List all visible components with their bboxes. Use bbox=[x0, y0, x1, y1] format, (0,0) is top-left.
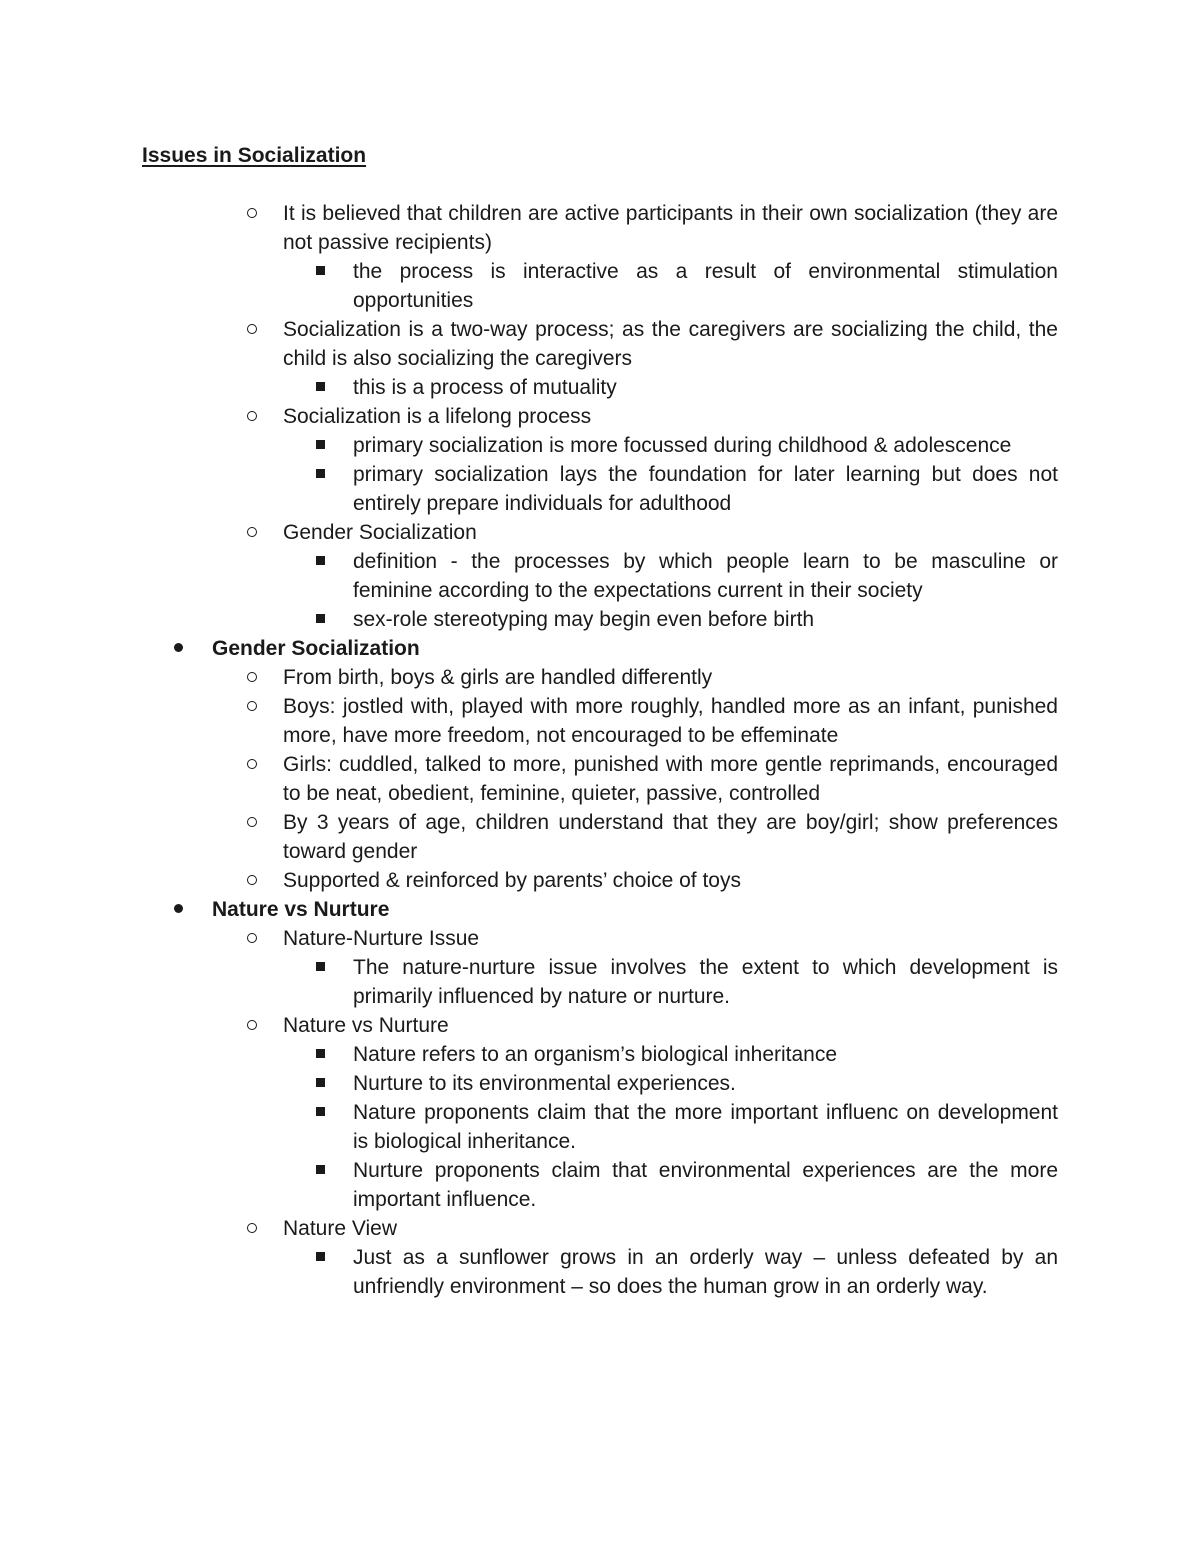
bullet-square-icon bbox=[316, 547, 325, 576]
sub-list-item bbox=[353, 953, 1058, 1011]
list-item-text: Socialization is a lifelong process bbox=[283, 405, 592, 428]
list-item bbox=[283, 924, 1058, 953]
list-item-text: Nature proponents claim that the more important influenc on development is biological inheritance. bbox=[353, 1101, 1058, 1153]
list-item-text: sex-role stereotyping may begin even before birth bbox=[353, 608, 815, 631]
bullet-square-icon bbox=[316, 431, 325, 460]
list-item bbox=[283, 1011, 1058, 1040]
list-item bbox=[283, 518, 1058, 547]
bullet-circle-icon bbox=[247, 924, 257, 953]
list-item-text: The nature-nurture issue involves the extent to which development is primarily influenced by nature or nurture. bbox=[353, 956, 1058, 1008]
sub-list-item bbox=[353, 460, 1058, 518]
list-item-text: Nature-Nurture Issue bbox=[283, 927, 480, 950]
sub-list-item bbox=[353, 373, 1058, 402]
list-item bbox=[283, 315, 1058, 373]
bullet-circle-icon bbox=[247, 315, 257, 344]
bullet-circle-icon bbox=[247, 1214, 257, 1243]
section-heading-item bbox=[212, 634, 1058, 663]
bullet-square-icon bbox=[316, 605, 325, 634]
bullet-circle-icon bbox=[247, 402, 257, 431]
bullet-square-icon bbox=[316, 1069, 325, 1098]
list-item-text: Nature vs Nurture bbox=[283, 1014, 449, 1037]
bullet-circle-icon bbox=[247, 199, 257, 228]
bullet-disc-icon bbox=[174, 895, 183, 924]
list-item-text: this is a process of mutuality bbox=[353, 376, 617, 399]
bullet-square-icon bbox=[316, 1098, 325, 1127]
sub-list-item bbox=[353, 605, 1058, 634]
list-item-text: Nature vs Nurture bbox=[212, 898, 390, 921]
list-item-text: It is believed that children are active participants in their own socialization (they are not passive recipients) bbox=[283, 202, 1058, 254]
sub-list-item bbox=[353, 1069, 1058, 1098]
list-item bbox=[283, 866, 1058, 895]
bullet-circle-icon bbox=[247, 866, 257, 895]
bullet-square-icon bbox=[316, 460, 325, 489]
list-item-text: Girls: cuddled, talked to more, punished with more gentle reprimands, encouraged to be neat, obedient, feminine, quieter, passive, controlled bbox=[283, 753, 1058, 805]
list-item bbox=[283, 663, 1058, 692]
list-item-text: From birth, boys & girls are handled differently bbox=[283, 666, 713, 689]
list-item-text: Just as a sunflower grows in an orderly way – unless defeated by an unfriendly environment – so does the human grow in an orderly way. bbox=[353, 1246, 1058, 1298]
sub-list-item bbox=[353, 257, 1058, 315]
list-item-text: primary socialization lays the foundation for later learning but does not entirely prepare individuals for adulthood bbox=[353, 463, 1058, 515]
sub-list-item bbox=[353, 1040, 1058, 1069]
list-item-text: definition - the processes by which people learn to be masculine or feminine according to the expectations current in their society bbox=[353, 550, 1058, 602]
list-item-text: Boys: jostled with, played with more roughly, handled more as an infant, punished more, have more freedom, not encouraged to be effeminate bbox=[283, 695, 1058, 747]
outline-list bbox=[0, 199, 1200, 1301]
list-item-text: Nurture proponents claim that environmental experiences are the more important influence. bbox=[353, 1159, 1058, 1211]
bullet-square-icon bbox=[316, 1156, 325, 1185]
bullet-circle-icon bbox=[247, 663, 257, 692]
bullet-circle-icon bbox=[247, 750, 257, 779]
list-item bbox=[283, 750, 1058, 808]
bullet-square-icon bbox=[316, 953, 325, 982]
sub-list-item bbox=[353, 1243, 1058, 1301]
list-item-text: Gender Socialization bbox=[283, 521, 477, 544]
sub-list-item bbox=[353, 431, 1058, 460]
list-item-text: Gender Socialization bbox=[212, 637, 420, 660]
list-item bbox=[283, 1214, 1058, 1243]
sub-list-item bbox=[353, 547, 1058, 605]
page-title: Issues in Socialization bbox=[142, 144, 367, 167]
bullet-circle-icon bbox=[247, 518, 257, 547]
list-item bbox=[283, 692, 1058, 750]
bullet-square-icon bbox=[316, 1243, 325, 1272]
list-item bbox=[283, 808, 1058, 866]
list-item-text: Supported & reinforced by parents’ choice of toys bbox=[283, 869, 741, 892]
list-item-text: primary socialization is more focussed during childhood & adolescence bbox=[353, 434, 1012, 457]
list-item-text: the process is interactive as a result of environmental stimulation opportunities bbox=[353, 260, 1058, 312]
section-heading-item bbox=[212, 895, 1058, 924]
bullet-square-icon bbox=[316, 373, 325, 402]
list-item-text: Nature View bbox=[283, 1217, 398, 1240]
bullet-square-icon bbox=[316, 1040, 325, 1069]
list-item bbox=[283, 199, 1058, 257]
sub-list-item bbox=[353, 1156, 1058, 1214]
bullet-circle-icon bbox=[247, 1011, 257, 1040]
sub-list-item bbox=[353, 1098, 1058, 1156]
bullet-circle-icon bbox=[247, 692, 257, 721]
bullet-circle-icon bbox=[247, 808, 257, 837]
list-item-text: By 3 years of age, children understand that they are boy/girl; show preferences toward gender bbox=[283, 811, 1058, 863]
list-item-text: Nurture to its environmental experiences. bbox=[353, 1072, 736, 1095]
bullet-disc-icon bbox=[174, 634, 183, 663]
list-item-text: Socialization is a two-way process; as the caregivers are socializing the child, the child is also socializing the caregivers bbox=[283, 318, 1058, 370]
list-item-text: Nature refers to an organism’s biological inheritance bbox=[353, 1043, 838, 1066]
bullet-square-icon bbox=[316, 257, 325, 286]
list-item bbox=[283, 402, 1058, 431]
